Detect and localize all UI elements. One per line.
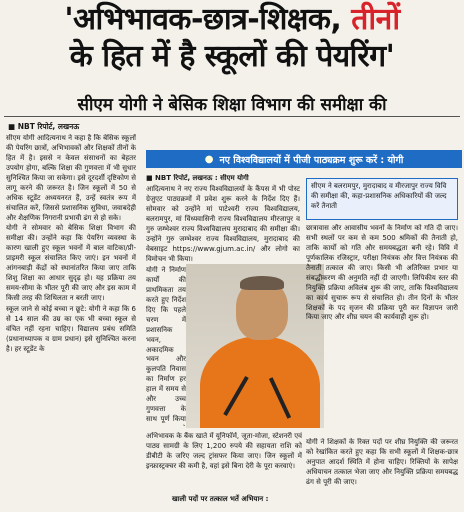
section-heading: खाली पदों पर तत्काल भर्ते अभियान : (172, 495, 269, 503)
divider (4, 116, 460, 117)
column-bottom-mid (146, 432, 302, 494)
headline-line-1 (0, 2, 464, 39)
paragraph: छात्रावास और आवासीय भवनों के निर्माण को गति दी जाए। सभी स्थलों पर कम से कम 500 श्रमिकों की तैनाती हो, ताकि कार्यों को गति और समयबद्धता बनी रहे। विवि में पूर्णकालिक रजिस्ट्रार, परीक्षा नियंत्रक और वित्त नियंत्रक की तैनाती तत्काल की जाए। किसी भी अतिरिक्त प्रभार या संबद्धीकरण की अनुमति नहीं दी जाएगी। लिपिकीय स्तर की नियुक्ति प्रक्रिया अविलंब शुरू की जाए, ताकि विश्वविद्यालय का कार्य सुचारू रूप से संचालित हो। तीन दिनों के भीतर शिक्षकों के पद सृजन की प्रक्रिया पूरी कर विज्ञापन जारी किया जाए और शीघ्र चयन की कार्यवाही शुरू हो। (306, 224, 458, 322)
paragraph: सीएम योगी आदित्यनाथ ने कहा है कि बेसिक स्कूलों की पेयरिंग छात्रों, अभिभावकों और शिक्षकों तीनों के हित में है। इससे न केवल संसाधनों का बेहतर उपयोग होगा, बल्कि शिक्षा की गुणवत्ता में भी सुधार सुनिश्चित किया जा सकेगा। इसे दूरदर्शी दृष्टिकोण से लागू करने की जरूरत है। जिन स्कूलों में 50 से अधिक स्टूडेंट अध्ययनरत हैं, उन्हें स्वतंत्र रूप में संचालित करें, जिससे प्रशासनिक सुविधा, जवाबदेही और शैक्षणिक निगरानी प्रभावी ढंग से हो सके। (6, 134, 136, 222)
byline: ■ NBT रिपोर्ट, लखनऊ (8, 122, 80, 131)
column-bottom-right (306, 438, 458, 510)
cm-photo (186, 264, 324, 428)
paragraph: योगी ने शिक्षकों के रिक्त पदों पर शीघ्र नियुक्ति की जरूरत को रेखांकित करते हुए कहा कि सभी स्कूलों में शिक्षक-छात्र अनुपात आदर्श स्थिति में होना चाहिए। रिक्तियों के सापेक्ष अधियाचन तत्काल भेजा जाए और नियुक्ति प्रक्रिया समयबद्ध ढंग से पूरी की जाए। (306, 438, 458, 486)
byline-2: ■ NBT रिपोर्ट, लखनऊ : सीएम योगी (146, 174, 249, 182)
paragraph: अभिभावक के बैंक खाते में यूनिफॉर्म, जूता-मोजा, स्टेशनरी एवं पाठ्य सामग्री के लिए 1,200 रुपये की सहायता राशि को डीबीटी के जरिए जल्द ट्रांसफर किया जाए। जिन स्कूलों में इन्फ्रास्ट्रक्चर की कमी है, वहां इसे बिना देरी के पूरा करवाएं। (146, 432, 302, 470)
banner-title: नए विश्वविद्यालयों में पीजी पाठ्यक्रम शुरू करें : योगी (219, 154, 404, 166)
column-mid-top (146, 174, 300, 264)
paragraph: आदित्यनाथ ने नए राज्य विश्वविद्यालयों के कैंपस में भी पोस्ट ग्रेजुएट पाठ्यक्रमों में प्रवेश शुरू करने के निर्देश दिए हैं। सोमवार को उन्होंने मां पाटेश्वरी राज्य विश्वविद्यालय, बलरामपुर, मां विंध्यवासिनी राज्य विश्वविद्यालय मीरजापुर व गुरु जम्भेश्वर राज्य विश्वविद्यालय मुरादाबाद की समीक्षा की। उन्होंने गुरु जम्भेश्वर राज्य विश्वविद्यालय, मुरादाबाद की वेबसाइट https://www.gjum.ac.in/ और लोगो का विमोचन भी किया। (146, 184, 300, 263)
paragraph: स्कूल जाने से कोई बच्चा न छूटे: योगी ने कहा कि 6 से 14 साल की उम्र का एक भी बच्चा स्कूल से वंचित नहीं रहना चाहिए। विद्यालय प्रबंध समिति (प्रधानाध्यापक व ग्राम प्रधान) इसे सुनिश्चित करना है। हर स्टूडेंट के (6, 304, 136, 353)
paragraph: योगी ने निर्माण कार्यों की प्राथमिकता तय करते हुए निर्देश दिए कि पहले चरण में प्रशासनिक भवन, अकादमिक भवन और कुलपति निवास का निर्माण हर हाल में समय से और उच्च गुणवत्ता के साथ पूर्ण किया (146, 266, 186, 424)
subheadline: सीएम योगी ने बेसिक शिक्षा विभाग की समीक्षा की (77, 95, 387, 115)
headline (0, 2, 464, 75)
paragraph: योगी ने सोमवार को बेसिक शिक्षा विभाग की समीक्षा की। उन्होंने कहा कि पेयरिंग व्यवस्था के कारण खाली हुए स्कूल भवनों में बाल वाटिका/प्री-प्राइमरी स्कूल संचालित किए जाएं। इन भवनों में आंगनबाड़ी केंद्रों को स्थानांतरित किया जाए ताकि शिशु शिक्षा का आधार सुदृढ़ हो। यह प्रक्रिया तय समय-सीमा के भीतर पूरी की जाए और इस काम में किसी तरह की शिथिलता न बरती जाए। (6, 224, 136, 302)
headline-line-2: के हित में है स्कूलों की पेयरिंग' (69, 38, 395, 74)
bullet-icon: ● (204, 153, 214, 165)
column-right (306, 224, 458, 434)
headline-line-1-red: तीनों (351, 2, 400, 37)
highlight-box: सीएम ने बलरामपुर, मुरादाबाद व मीरजापुर राज्य विवि की समीक्षा की, कहा-प्रशासनिक अधिकारियों की जल्द करें तैनाती (306, 178, 458, 220)
column-left (6, 134, 136, 510)
column-mid-left (146, 266, 186, 426)
headline-line-1-prefix: 'अभिभावक-छात्र-शिक्षक, (64, 2, 342, 37)
story-banner (146, 150, 462, 168)
